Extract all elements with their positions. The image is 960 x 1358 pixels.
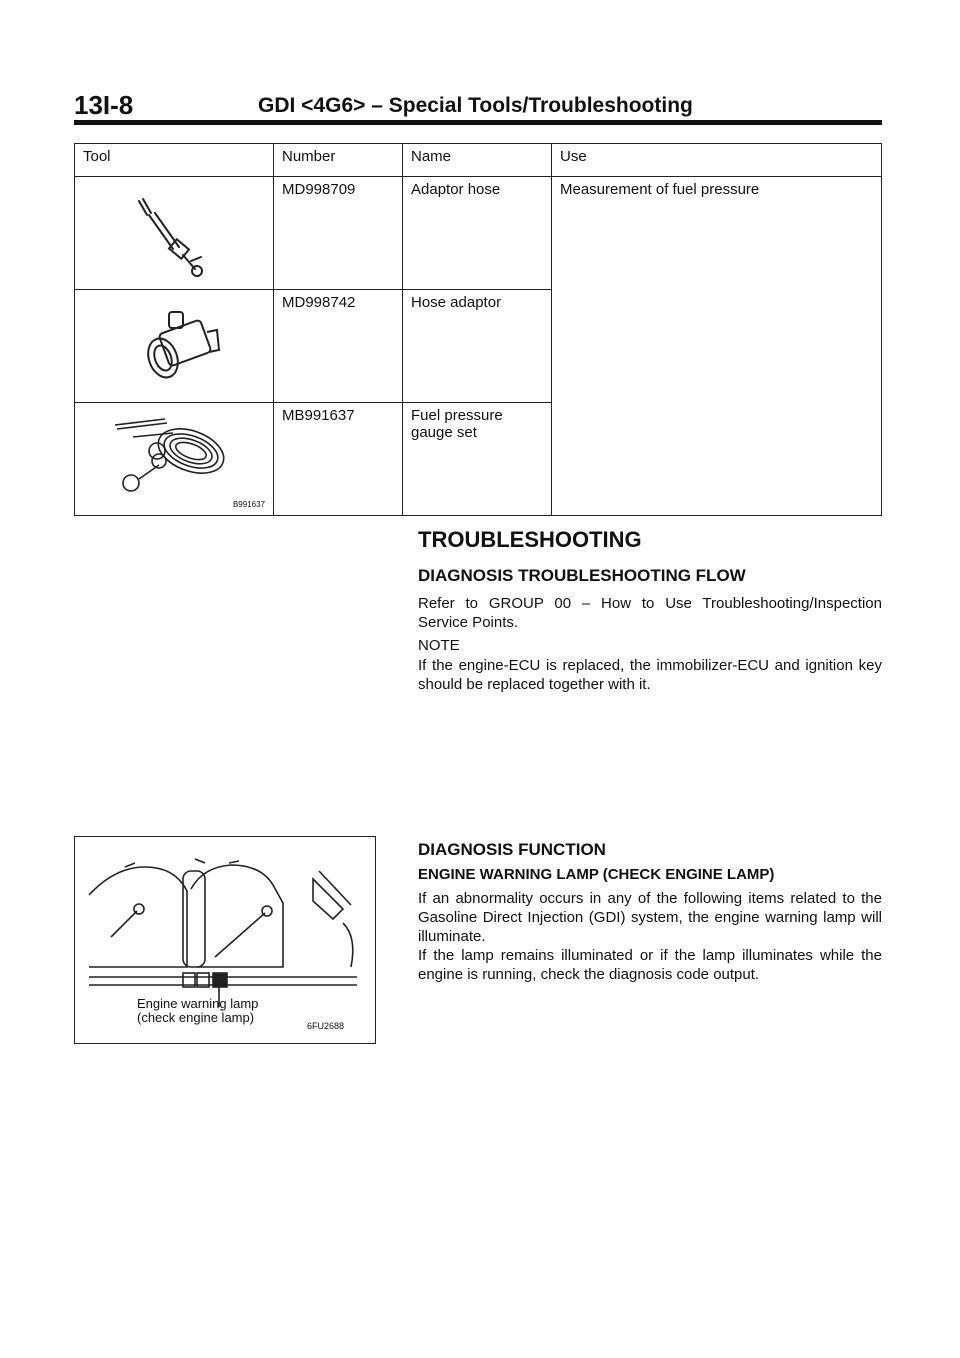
special-tools-table xyxy=(74,143,882,516)
troubleshooting-heading: TROUBLESHOOTING xyxy=(418,527,642,552)
tool-use: Measurement of fuel pressure xyxy=(552,177,882,516)
table-row xyxy=(75,177,882,290)
lamp-text-1: If an abnormality occurs in any of the following items related to the Gasoline Direct Injection (GDI) system, the engine warning lamp will illuminate. xyxy=(418,890,882,945)
instrument-cluster-figure xyxy=(74,836,376,1044)
tool-image-fuel-pressure-gauge-set xyxy=(75,403,274,516)
engine-warning-lamp-heading: ENGINE WARNING LAMP (CHECK ENGINE LAMP) xyxy=(418,866,775,883)
table-header-row xyxy=(75,144,882,177)
diagnosis-function-heading: DIAGNOSIS FUNCTION xyxy=(418,840,606,859)
figure-code: 6FU2688 xyxy=(307,1021,345,1031)
tool-number: MB991637 xyxy=(274,403,403,516)
column-header-name: Name xyxy=(403,144,552,177)
flow-heading: DIAGNOSIS TROUBLESHOOTING FLOW xyxy=(418,566,746,585)
flow-text: Refer to GROUP 00 – How to Use Troubleshooting/Inspection Service Points. xyxy=(418,595,882,631)
tool-name: Hose adaptor xyxy=(403,290,552,403)
engine-warning-lamp-text xyxy=(418,889,882,984)
note-label: NOTE xyxy=(418,637,460,654)
caption-line-2: (check engine lamp) xyxy=(137,1010,255,1025)
tool-number: MD998742 xyxy=(274,290,403,403)
figure-caption xyxy=(137,997,258,1025)
tool-number: MD998709 xyxy=(274,177,403,290)
column-header-tool: Tool xyxy=(75,144,274,177)
tool-image-adaptor-hose xyxy=(75,177,274,290)
tool-image-hose-adaptor xyxy=(75,290,274,403)
tool-name: Fuel pressure gauge set xyxy=(403,403,552,516)
caption-line-1: Engine warning lamp xyxy=(137,996,259,1011)
tool-name: Adaptor hose xyxy=(403,177,552,290)
column-header-use: Use xyxy=(552,144,882,177)
lamp-text-2: If the lamp remains illuminated or if the lamp illuminates while the engine is running, check the diagnosis code output. xyxy=(418,947,882,983)
image-code: B991637 xyxy=(232,500,265,509)
page-number: 13I-8 xyxy=(74,90,134,120)
note-text: If the engine-ECU is replaced, the immobilizer-ECU and ignition key should be replaced together with it. xyxy=(418,657,882,693)
column-header-number: Number xyxy=(274,144,403,177)
header-rule xyxy=(74,120,882,125)
page-title: GDI <4G6> – Special Tools/Troubleshooting xyxy=(258,94,693,117)
